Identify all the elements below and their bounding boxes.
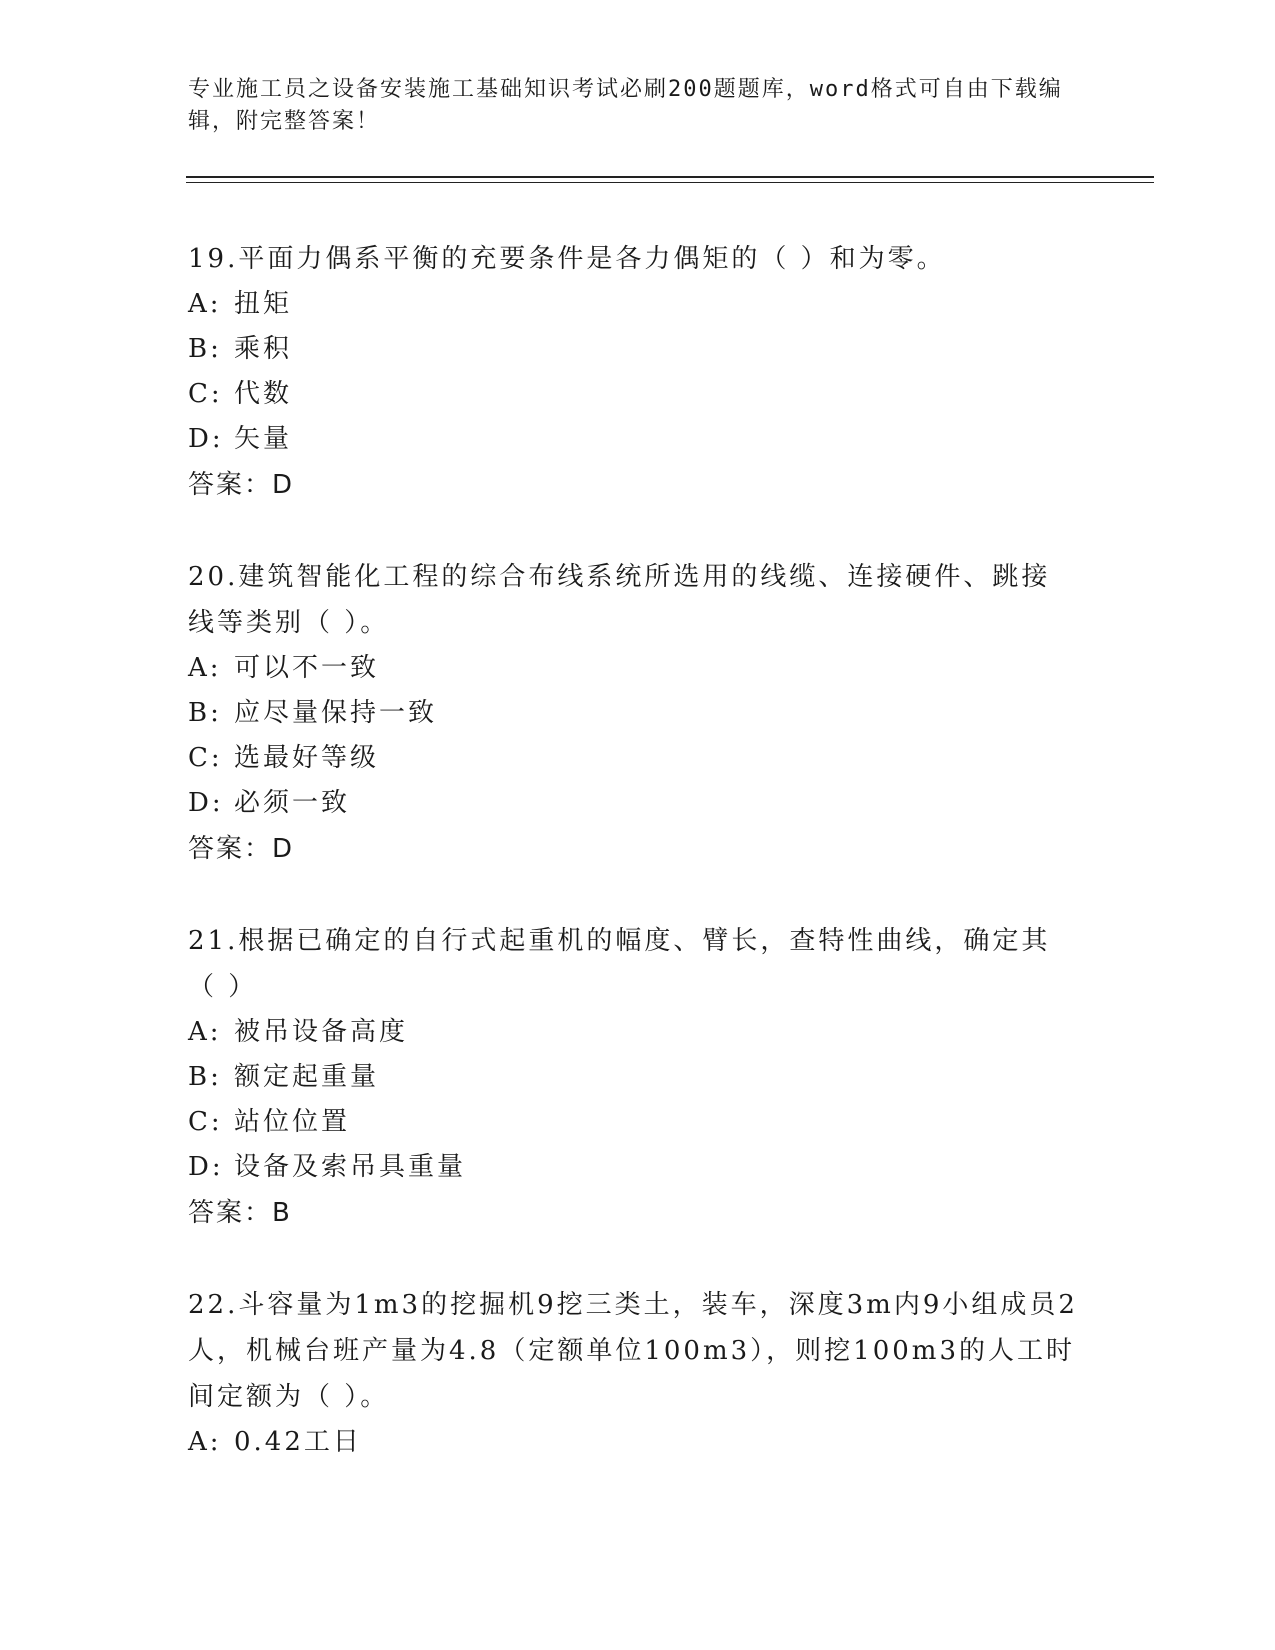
- option-letter: A:: [188, 653, 222, 683]
- option-text: 0.42工日: [234, 1427, 362, 1457]
- question-20: [188, 554, 1078, 872]
- question-list: [188, 236, 1078, 1511]
- option-letter: D:: [188, 788, 224, 818]
- option-text: 矢量: [234, 424, 293, 454]
- option-b: [188, 1055, 1078, 1100]
- option-letter: A:: [188, 1427, 222, 1457]
- question-stem: 20.建筑智能化工程的综合布线系统所选用的线缆、连接硬件、跳接线等类别（ ）。: [188, 562, 1051, 638]
- question-stem: 22.斗容量为1m3的挖掘机9挖三类土，装车，深度3m内9小组成员2人，机械台班产量为4.8（定额单位100m3），则挖100m3的人工时间定额为（ ）。: [188, 1290, 1078, 1412]
- question-stem: 19.平面力偶系平衡的充要条件是各力偶矩的（ ）和为零。: [188, 244, 946, 274]
- question-22: [188, 1282, 1078, 1465]
- answer-value: D: [272, 470, 295, 500]
- option-text: 额定起重量: [234, 1062, 380, 1092]
- option-letter: C:: [188, 743, 223, 773]
- option-text: 乘积: [234, 334, 293, 364]
- option-text: 应尽量保持一致: [234, 698, 438, 728]
- option-text: 代数: [234, 379, 293, 409]
- option-letter: B:: [188, 1062, 222, 1092]
- option-text: 可以不一致: [234, 653, 380, 683]
- option-a: [188, 1010, 1078, 1055]
- option-b: [188, 691, 1078, 736]
- option-letter: C:: [188, 379, 223, 409]
- answer-label: 答案：: [188, 834, 273, 864]
- option-text: 被吊设备高度: [234, 1017, 409, 1047]
- option-d: [188, 1145, 1078, 1190]
- option-a: [188, 646, 1078, 691]
- option-letter: A:: [188, 1017, 222, 1047]
- option-letter: D:: [188, 1152, 224, 1182]
- option-text: 站位位置: [234, 1107, 351, 1137]
- option-a: [188, 282, 1078, 327]
- option-b: [188, 327, 1078, 372]
- option-text: 选最好等级: [234, 743, 380, 773]
- option-letter: A:: [188, 289, 222, 319]
- option-d: [188, 781, 1078, 826]
- answer-label: 答案：: [188, 470, 273, 500]
- option-c: [188, 736, 1078, 781]
- document-header: 专业施工员之设备安装施工基础知识考试必刷200题题库，word格式可自由下载编辑，附完整答案！: [188, 77, 1063, 134]
- question-19: [188, 236, 1078, 508]
- option-c: [188, 1100, 1078, 1145]
- option-c: [188, 372, 1078, 417]
- header-divider-thin: [186, 182, 1154, 183]
- answer-label: 答案：: [188, 1198, 273, 1228]
- option-a: [188, 1420, 1078, 1465]
- question-21: [188, 918, 1078, 1236]
- option-text: 必须一致: [234, 788, 351, 818]
- option-letter: B:: [188, 698, 222, 728]
- answer-value: D: [272, 834, 295, 864]
- answer-value: B: [272, 1198, 292, 1228]
- option-text: 扭矩: [234, 289, 293, 319]
- header-divider-thick: [186, 176, 1154, 178]
- answer-line: [188, 462, 1078, 508]
- answer-line: [188, 826, 1078, 872]
- option-letter: B:: [188, 334, 222, 364]
- question-stem: 21.根据已确定的自行式起重机的幅度、臂长，查特性曲线，确定其（ ）: [188, 926, 1051, 1002]
- option-text: 设备及索吊具重量: [234, 1152, 467, 1182]
- answer-line: [188, 1190, 1078, 1236]
- option-d: [188, 417, 1078, 462]
- option-letter: D:: [188, 424, 224, 454]
- option-letter: C:: [188, 1107, 223, 1137]
